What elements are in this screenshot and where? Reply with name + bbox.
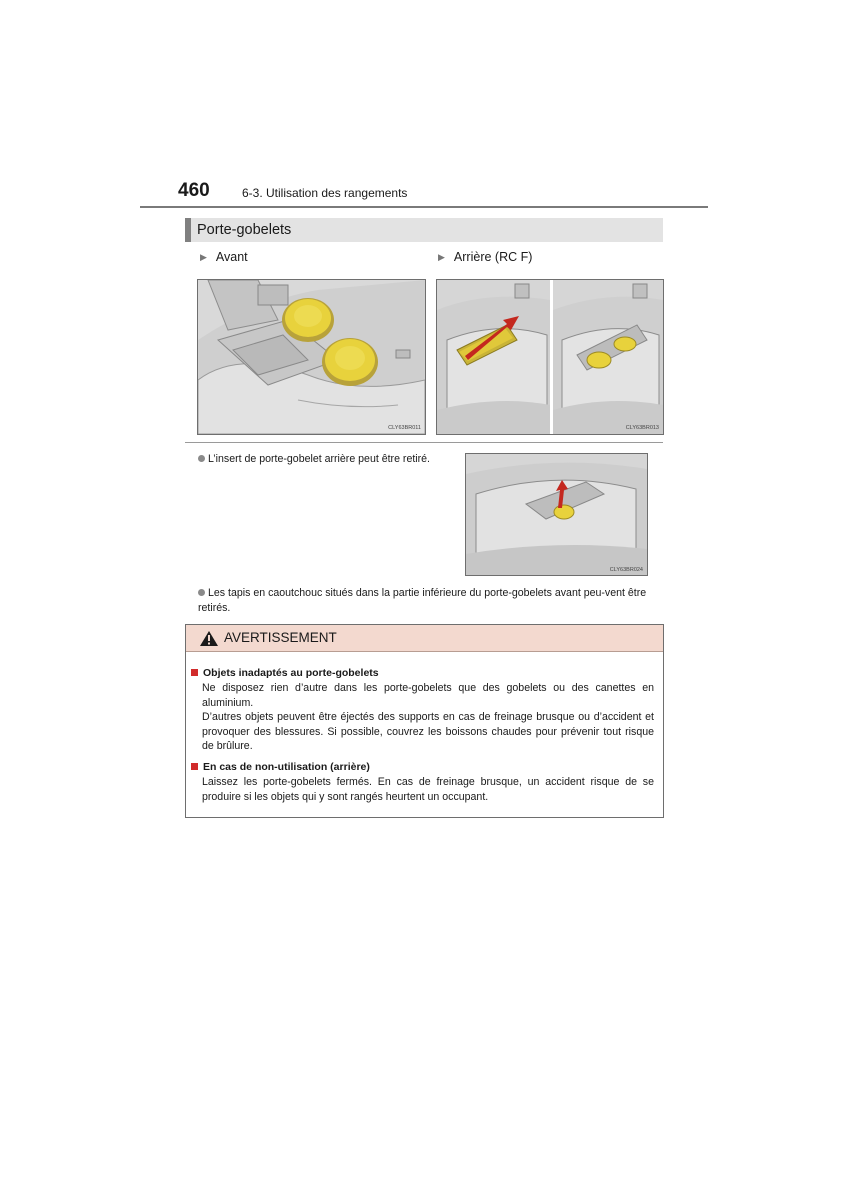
warning-item-1-para1: Ne disposez rien d’autre dans les porte-gobelets que des gobelets ou des canettes en aluminium. (202, 682, 654, 709)
section-divider (185, 442, 663, 443)
rear-insert-illustration (465, 453, 648, 576)
red-square-icon (191, 669, 198, 676)
bullet-dot-icon (198, 589, 205, 596)
figure-code: CLY63BR011 (388, 425, 421, 431)
figure-code: CLY63BR013 (625, 425, 659, 431)
warning-box (185, 624, 664, 818)
warning-item-2-para1: Laissez les porte-gobelets fermés. En cas de freinage brusque, un accident risque de se produire si les objets qui y sont rangés heurtent un occupant. (202, 776, 654, 803)
warning-item-1-heading (191, 663, 379, 681)
mats-note (198, 586, 663, 615)
bullet-dot-icon (198, 455, 205, 462)
warning-item-1-para2: D’autres objets peuvent être éjectés des supports en cas de freinage brusque ou d’accident et provoquer des blessures. Si possible, couvrez les boissons chaudes pour prévenir tout risque de brûlure. (202, 711, 654, 752)
insert-note (198, 452, 453, 467)
subhead-front-label: Avant (215, 250, 248, 264)
triangle-bullet-icon: ▶ (438, 252, 445, 262)
warning-header (186, 625, 663, 652)
chapter-title: 6-3. Utilisation des rangements (242, 186, 408, 200)
triangle-bullet-icon: ▶ (200, 252, 207, 262)
subhead-front (200, 250, 248, 264)
warning-item-1-title: Objets inadaptés au porte-gobelets (203, 667, 379, 679)
figure-code: CLY63BR024 (609, 567, 643, 573)
front-cupholder-illustration (197, 279, 426, 435)
subhead-rear (438, 250, 532, 264)
warning-item-2-title: En cas de non-utilisation (arrière) (203, 761, 370, 773)
mats-note-text: Les tapis en caoutchouc situés dans la partie inférieure du porte-gobelets avant peu-vent être retirés. (198, 587, 647, 614)
warning-item-2-heading (191, 757, 370, 775)
section-title: Porte-gobelets (197, 222, 292, 238)
insert-note-text: L’insert de porte-gobelet arrière peut être retiré. (208, 453, 431, 465)
section-accent-bar (185, 218, 191, 242)
section-heading (185, 218, 663, 242)
warning-triangle-icon (200, 631, 218, 646)
rear-cupholder-illustration (436, 279, 664, 435)
red-square-icon (191, 763, 198, 770)
page-number: 460 (178, 180, 210, 201)
subhead-rear-label: Arrière (RC F) (453, 250, 533, 264)
warning-title: AVERTISSEMENT (224, 630, 337, 645)
header-divider (140, 206, 708, 208)
